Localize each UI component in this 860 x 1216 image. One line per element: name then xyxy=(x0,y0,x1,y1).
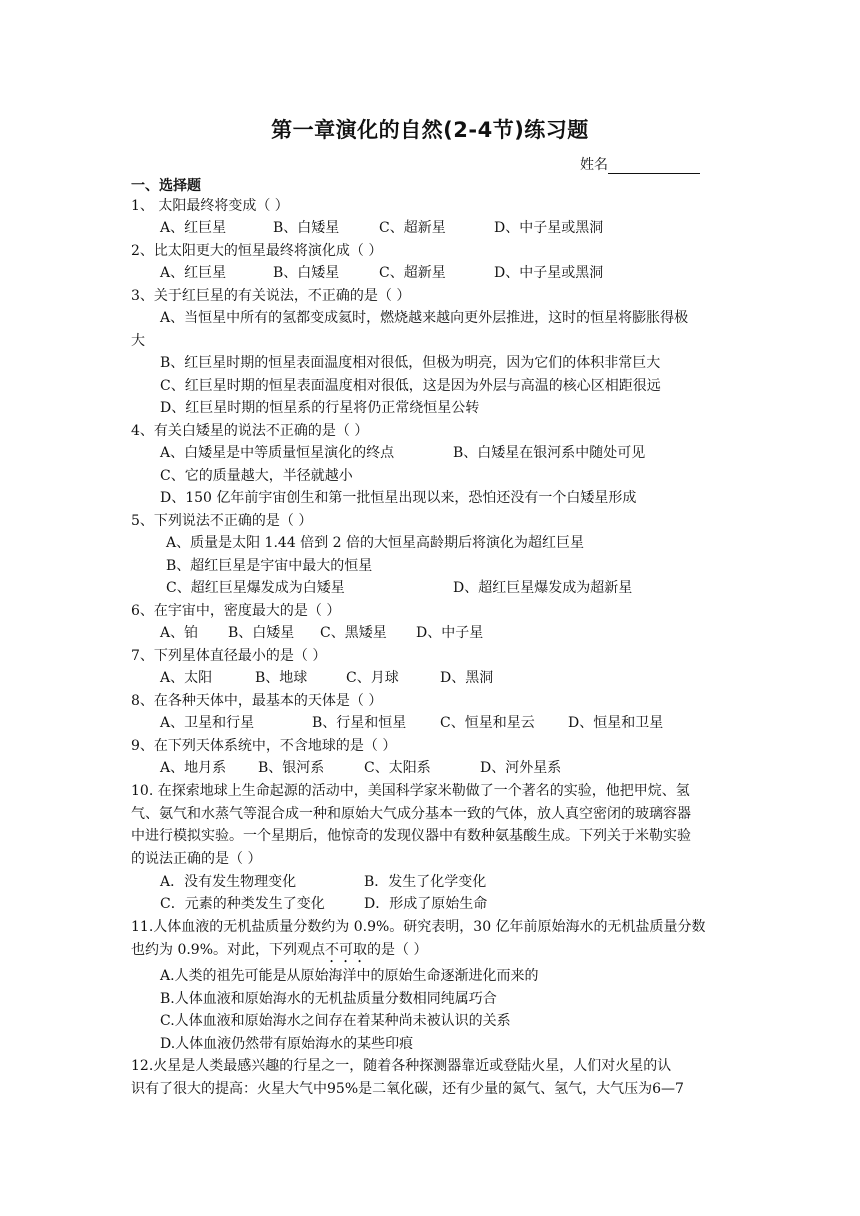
question-stem: 1、 太阳最终将变成（ ） xyxy=(131,198,289,214)
q12-line-1: 12.火星是人类最感兴趣的行星之一，随着各种探测器靠近或登陆火星，人们对火星的认 xyxy=(131,1058,672,1074)
option-a-cont: 大 xyxy=(131,333,145,349)
option-b: B、超红巨星是宇宙中最大的恒星 xyxy=(166,558,373,574)
option-d: D、河外星系 xyxy=(480,760,562,776)
name-label: 姓名 xyxy=(580,157,608,173)
option-d: D、中子星或黑洞 xyxy=(494,220,604,236)
question-stem: 7、下列星体直径最小的是（ ） xyxy=(131,648,327,664)
option-a: A．没有发生物理变化 xyxy=(160,874,297,890)
option-b: B、白矮星 xyxy=(228,625,295,641)
question-stem: 4、有关白矮星的说法不正确的是（ ） xyxy=(131,423,369,439)
option-c: C、太阳系 xyxy=(364,760,431,776)
q10-line-1: 10. 在探索地球上生命起源的活动中，美国科学家米勒做了一个著名的实验，他把甲烷、氢 xyxy=(131,783,690,799)
option-b: B、白矮星 xyxy=(273,220,340,236)
option-c: C、超新星 xyxy=(379,220,446,236)
option-a: A、太阳 xyxy=(160,670,213,686)
section-heading: 一、选择题 xyxy=(131,178,201,194)
option-d: D.人体血液仍然带有原始海水的某些印痕 xyxy=(160,1036,414,1052)
option-d: D、150 亿年前宇宙创生和第一批恒星出现以来，恐怕还没有一个白矮星形成 xyxy=(160,490,637,506)
question-stem: 8、在各种天体中，最基本的天体是（ ） xyxy=(131,693,383,709)
q12-line-2: 识有了很大的提高：火星大气中95%是二氧化碳，还有少量的氮气、氢气，大气压为6—7 xyxy=(131,1081,684,1097)
option-b: B．发生了化学变化 xyxy=(364,874,487,890)
option-c: C、恒星和星云 xyxy=(440,715,535,731)
option-a: A、地月系 xyxy=(160,760,227,776)
q10-line-3: 中进行模拟实验。一个星期后，他惊奇的发现仪器中有数种氨基酸生成。下列关于米勒实验 xyxy=(131,828,691,844)
option-c: C、它的质量越大，半径就越小 xyxy=(160,468,353,484)
option-b: B、红巨星时期的恒星表面温度相对很低，但极为明亮，因为它们的体积非常巨大 xyxy=(160,355,661,371)
option-b: B、白矮星 xyxy=(273,265,340,281)
option-d: D、超红巨星爆发成为超新星 xyxy=(453,580,633,596)
option-a: A、红巨星 xyxy=(160,265,227,281)
option-a: A、卫星和行星 xyxy=(160,715,255,731)
option-a: A、红巨星 xyxy=(160,220,227,236)
option-c: C、红巨星时期的恒星表面温度相对很低，这是因为外层与高温的核心区相距很远 xyxy=(160,378,661,394)
q10-line-4: 的说法正确的是（ ） xyxy=(131,851,262,867)
option-c: C、超新星 xyxy=(379,265,446,281)
page-title: 第一章演化的自然(2-4节)练习题 xyxy=(271,118,589,142)
option-c: C、黑矮星 xyxy=(320,625,387,641)
option-d: D、黑洞 xyxy=(440,670,494,686)
option-b: B、银河系 xyxy=(258,760,325,776)
q11-line-2 xyxy=(131,941,427,966)
option-d: D、中子星或黑洞 xyxy=(494,265,604,281)
question-stem: 3、关于红巨星的有关说法，不正确的是（ ） xyxy=(131,288,411,304)
question-stem: 5、下列说法不正确的是（ ） xyxy=(131,513,313,529)
option-c: C．元素的种类发生了变化 xyxy=(160,896,325,912)
option-a: A、当恒星中所有的氢都变成氦时，燃烧越来越向更外层推进，这时的恒星将膨胀得极 xyxy=(160,310,689,326)
question-stem: 6、在宇宙中，密度最大的是（ ） xyxy=(131,603,341,619)
option-a: A、铂 xyxy=(160,625,199,641)
option-d: D、中子星 xyxy=(416,625,484,641)
option-b: B、地球 xyxy=(255,670,308,686)
option-c: C.人体血液和原始海水之间存在着某种尚未被认识的关系 xyxy=(160,1013,511,1029)
name-blank[interactable] xyxy=(608,159,700,174)
q11-line-2-pre: 也约为 0.9%。对此，下列观点 xyxy=(131,942,326,958)
emphasis-text: 不可取 xyxy=(325,942,368,958)
q11-line-2-post: 的是（ ） xyxy=(367,942,428,958)
option-b: B、行星和恒星 xyxy=(312,715,407,731)
option-a: A.人类的祖先可能是从原始海洋中的原始生命逐渐进化而来的 xyxy=(160,968,539,984)
option-c: C、月球 xyxy=(346,670,399,686)
option-d: D．形成了原始生命 xyxy=(364,896,488,912)
option-c: C、超红巨星爆发成为白矮星 xyxy=(166,580,345,596)
option-b: B、白矮星在银河系中随处可见 xyxy=(453,445,646,461)
q11-line-1: 11.人体血液的无机盐质量分数约为 0.9%。研究表明，30 亿年前原始海水的无机盐质量分数 xyxy=(131,919,706,935)
question-stem: 2、比太阳更大的恒星最终将演化成（ ） xyxy=(131,243,383,259)
question-stem: 9、在下列天体系统中，不含地球的是（ ） xyxy=(131,738,397,754)
name-field xyxy=(580,154,700,174)
option-d: D、恒星和卫星 xyxy=(568,715,664,731)
option-b: B.人体血液和原始海水的无机盐质量分数相同纯属巧合 xyxy=(160,991,497,1007)
option-a: A、质量是太阳 1.44 倍到 2 倍的大恒星高龄期后将演化为超红巨星 xyxy=(166,535,584,551)
q10-line-2: 气、氨气和水蒸气等混合成一种和原始大气成分基本一致的气体，放人真空密闭的玻璃容器 xyxy=(131,806,691,822)
option-d: D、红巨星时期的恒星系的行星将仍正常绕恒星公转 xyxy=(160,400,480,416)
option-a: A、白矮星是中等质量恒星演化的终点 xyxy=(160,445,395,461)
